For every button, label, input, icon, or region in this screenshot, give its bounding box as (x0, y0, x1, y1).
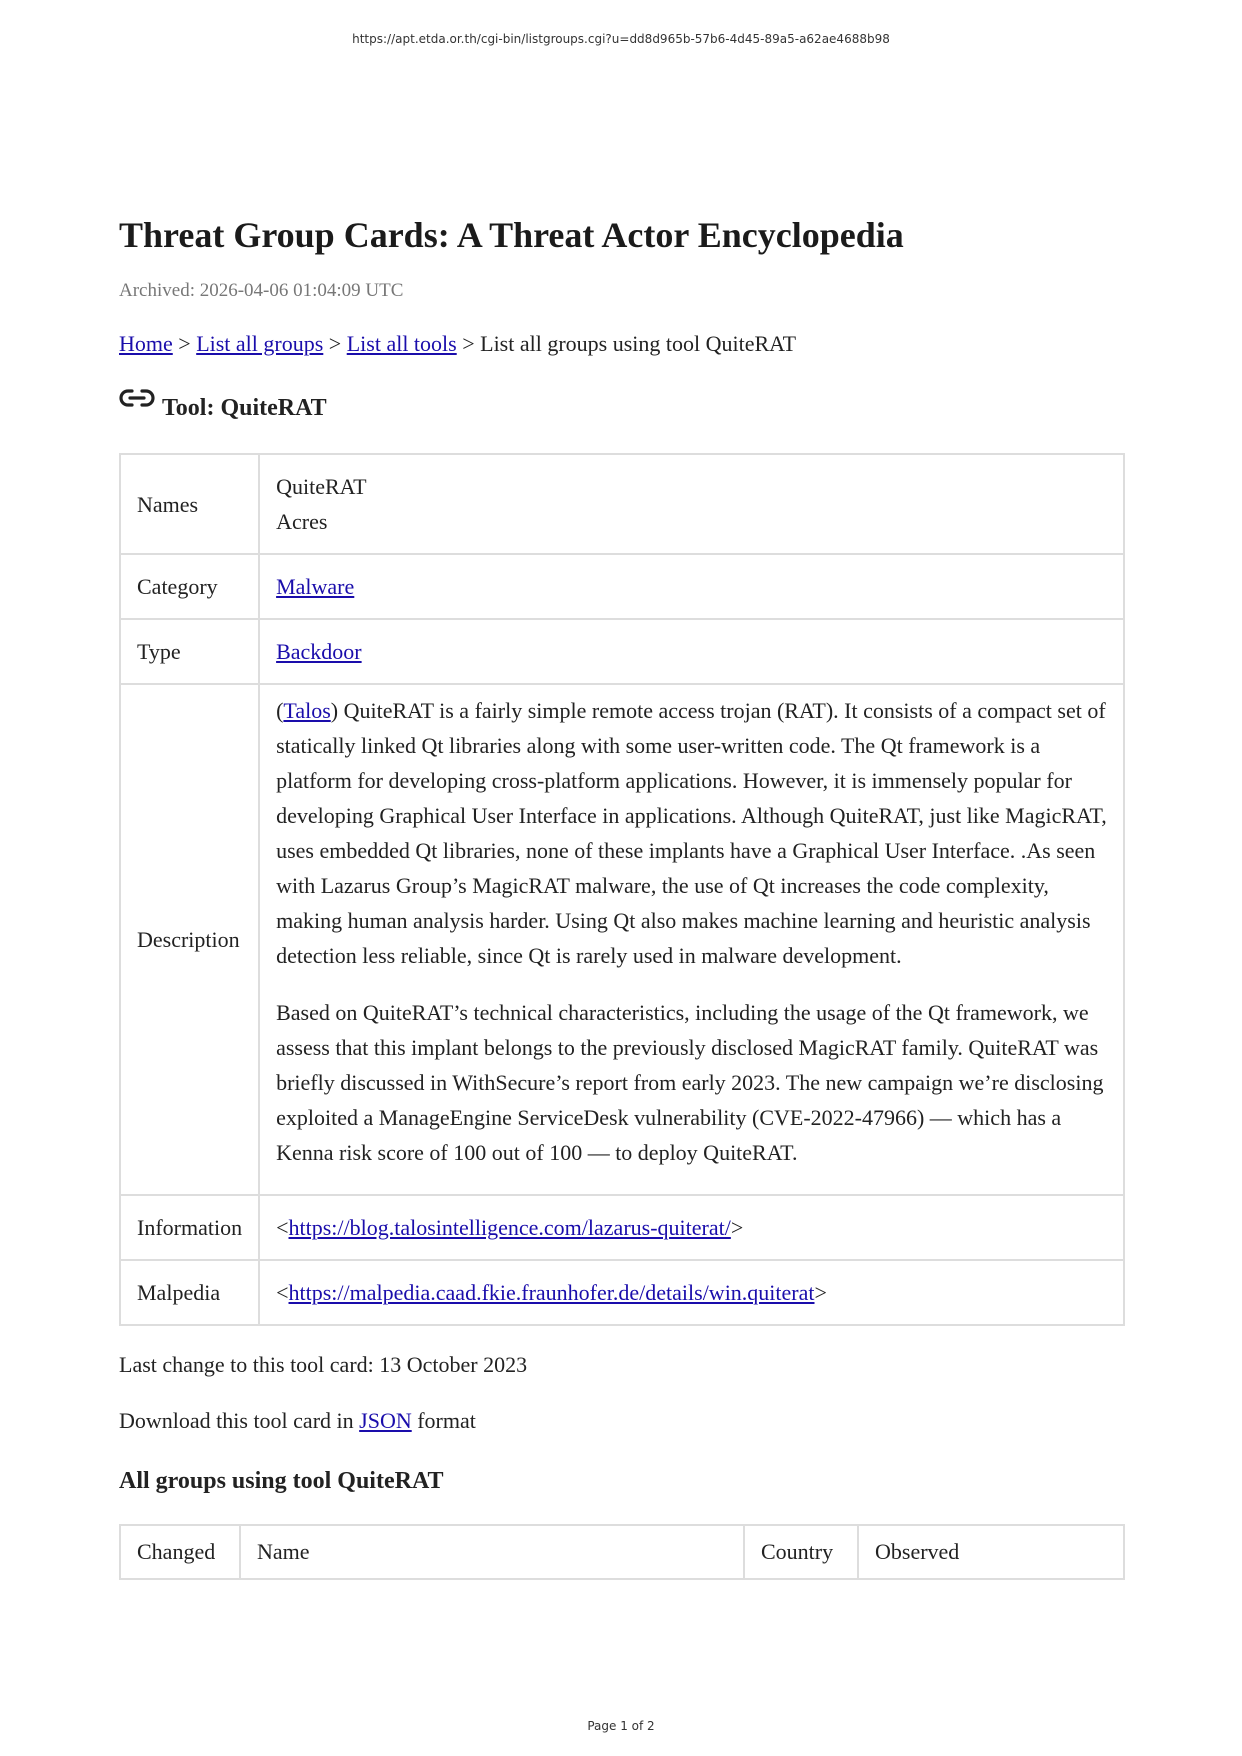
column-header-changed[interactable]: Changed (120, 1525, 240, 1579)
column-header-observed[interactable]: Observed (858, 1525, 1124, 1579)
groups-header-row (120, 1525, 1124, 1579)
tool-heading (119, 391, 1125, 425)
description-label: Description (120, 684, 259, 1195)
page-title: Threat Group Cards: A Threat Actor Encyclopedia (119, 215, 904, 255)
information-link[interactable]: https://blog.talosintelligence.com/lazarus-quiterat/ (288, 1215, 731, 1240)
description-paragraph-1 (276, 693, 1107, 973)
link-icon (119, 383, 155, 417)
tool-info-table (119, 453, 1125, 1326)
table-row-names (120, 454, 1124, 554)
angle-close: > (730, 1215, 744, 1240)
column-header-name[interactable]: Name (240, 1525, 744, 1579)
json-download-link[interactable]: JSON (359, 1408, 412, 1433)
angle-open: < (276, 1280, 289, 1305)
column-header-country[interactable]: Country (744, 1525, 858, 1579)
table-row-malpedia (120, 1260, 1124, 1325)
malpedia-value (259, 1260, 1124, 1325)
category-label: Category (120, 554, 259, 619)
type-label: Type (120, 619, 259, 684)
table-row-information (120, 1195, 1124, 1260)
breadcrumb-home-link[interactable]: Home (119, 331, 173, 356)
description-value (259, 684, 1124, 1195)
breadcrumb-list-tools-link[interactable]: List all tools (346, 331, 457, 356)
download-prefix: Download this tool card in (119, 1408, 360, 1433)
angle-open: < (276, 1215, 289, 1240)
description-paragraph-2: Based on QuiteRAT’s technical characteristics, including the usage of the Qt framework, we assess that this implant belongs to the previously disclosed MagicRAT family. QuiteRAT was briefly discussed in WithSecure’s report from early 2023. The new campaign we’re disclosing exploited a ManageEngine ServiceDesk vulnerability (CVE-2022-47966) — which has a Kenna risk score of 100 out of 100 — to deploy QuiteRAT. (276, 1000, 1104, 1165)
table-row-type (120, 619, 1124, 684)
information-value (259, 1195, 1124, 1260)
download-suffix: format (411, 1408, 476, 1433)
description-text: ) QuiteRAT is a fairly simple remote access trojan (RAT). It consists of a compact set of statically linked Qt libraries along with some user-written code. The Qt framework is a platform for developing cross-platform applications. However, it is immensely popular for developing Graphical User Interface in applications. Although QuiteRAT, just like MagicRAT, uses embedded Qt libraries, none of these implants have a Graphical User Interface. .As seen with Lazarus Group’s MagicRAT malware, the use of Qt increases the code complexity, making human analysis harder. Using Qt also makes machine learning and heuristic analysis detection less reliable, since Qt is rarely used in malware development. (276, 698, 1107, 968)
type-link[interactable]: Backdoor (276, 639, 362, 664)
category-value (259, 554, 1124, 619)
page-number: Page 1 of 2 (587, 1719, 655, 1733)
table-row-category (120, 554, 1124, 619)
breadcrumb-current: > List all groups using tool QuiteRAT (456, 331, 797, 356)
print-url: https://apt.etda.or.th/cgi-bin/listgroups.cgi?u=dd8d965b-57b6-4d45-89a5-a62ae4688b98 (352, 32, 890, 46)
category-link[interactable]: Malware (276, 574, 355, 599)
talos-link[interactable]: Talos (283, 698, 331, 723)
information-label: Information (120, 1195, 259, 1260)
paren-open: ( (276, 698, 284, 723)
name-item: QuiteRAT (276, 474, 367, 499)
breadcrumb-separator: > (172, 331, 197, 356)
breadcrumb-list-groups-link[interactable]: List all groups (196, 331, 324, 356)
malpedia-label: Malpedia (120, 1260, 259, 1325)
breadcrumb-separator: > (323, 331, 347, 356)
names-value (259, 454, 1124, 554)
table-row-description (120, 684, 1124, 1195)
download-line (119, 1406, 1125, 1436)
names-label: Names (120, 454, 259, 554)
malpedia-link[interactable]: https://malpedia.caad.fkie.fraunhofer.de/details/win.quiterat (288, 1280, 815, 1305)
name-item: Acres (276, 509, 328, 534)
breadcrumb (119, 329, 1125, 359)
last-change: Last change to this tool card: 13 October 2023 (119, 1352, 528, 1377)
main-content (119, 208, 1125, 1580)
archived-timestamp: Archived: 2026-04-06 01:04:09 UTC (119, 280, 404, 301)
type-value (259, 619, 1124, 684)
groups-table (119, 1524, 1125, 1580)
angle-close: > (814, 1280, 827, 1305)
tool-heading-text: Tool: QuiteRAT (162, 395, 327, 421)
groups-heading: All groups using tool QuiteRAT (119, 1468, 444, 1494)
